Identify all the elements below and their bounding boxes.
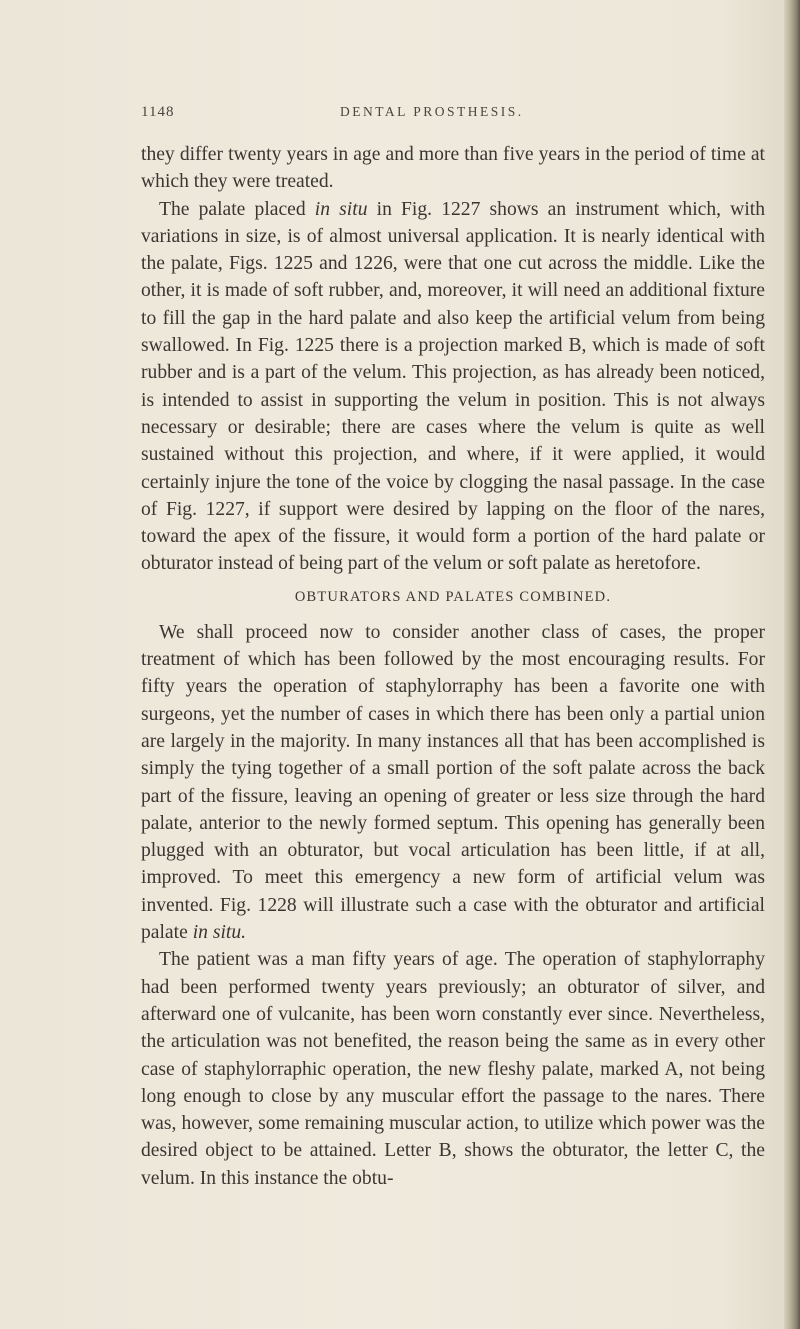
- running-title: DENTAL PROSTHESIS.: [340, 104, 524, 119]
- paragraph-text: We shall proceed now to consider another class of cases, the proper treatment of which has been followed by the most encouraging results. For fifty years the operation of staphylorraphy has been a favorite one with surgeons, yet the number of cases in which there has been only a partial union are largely in the majority. In many instances all that has been accomplished is simply the tying together of a small portion of the soft palate across the back part of the fissure, leaving an opening of greater or less size through the hard palate, anterior to the newly formed septum. This opening has generally been plugged with an obturator, but vocal articulation has been little, if at all, improved. To meet this emergency a new form of artificial velum was invented. Fig. 1228 will illustrate such a case with the obturator and artificial palate: [141, 621, 765, 944]
- italic-term: in situ.: [192, 922, 247, 944]
- italic-term: in situ: [314, 198, 368, 220]
- running-header: [0, 104, 800, 128]
- paragraph-obturators: [141, 619, 765, 947]
- page-edge-shadow: [784, 0, 800, 1329]
- paragraph-text: The palate placed: [159, 198, 315, 220]
- paragraph-fig-1227: [141, 196, 765, 578]
- section-heading: OBTURATORS AND PALATES COMBINED.: [294, 588, 612, 605]
- page-number: 1148: [141, 104, 175, 120]
- body-text: [141, 141, 765, 1192]
- paragraph-patient-case: The patient was a man fifty years of age. The operation of staphylorraphy had been performed twenty years previously; an obturator of silver, and afterward one of vulcanite, has been worn constantly ever since. Nevertheless, the articulation was not benefited, the reason being the same as in every other case of staphylorraphic operation, the new fleshy palate, marked A, not being long enough to close by any muscular effort the passage to the nares. There was, however, some remaining muscular action, to utilize which power was the desired object to be attained. Letter B, shows the obturator, the letter C, the velum. In this instance the obtu-: [141, 949, 765, 1189]
- paragraph-continuation: they differ twenty years in age and more than five years in the period of time at which they were treated.: [141, 144, 765, 193]
- paragraph-text: in Fig. 1227 shows an instrument which, with variations in size, is of almost universal application. It is nearly identical with the palate, Figs. 1225 and 1226, were that one cut across the middle. Like the other, it is made of soft rubber, and, moreover, it will need an additional fixture to fill the gap in the hard palate and also keep the artificial velum from being swallowed. In Fig. 1225 there is a projection marked B, which is made of soft rubber and is a part of the velum. This projection, as has already been noticed, is intended to assist in supporting the velum in position. This is not always necessary or desirable; there are cases where the velum is quite as well sustained without this projection, and where, if it were applied, it would certainly injure the tone of the voice by clogging the nasal passage. In the case of Fig. 1227, if support were desired by lapping on the floor of the nares, toward the apex of the fissure, it would form a portion of the hard palate or obturator instead of being part of the velum or soft palate as heretofore.: [141, 198, 766, 575]
